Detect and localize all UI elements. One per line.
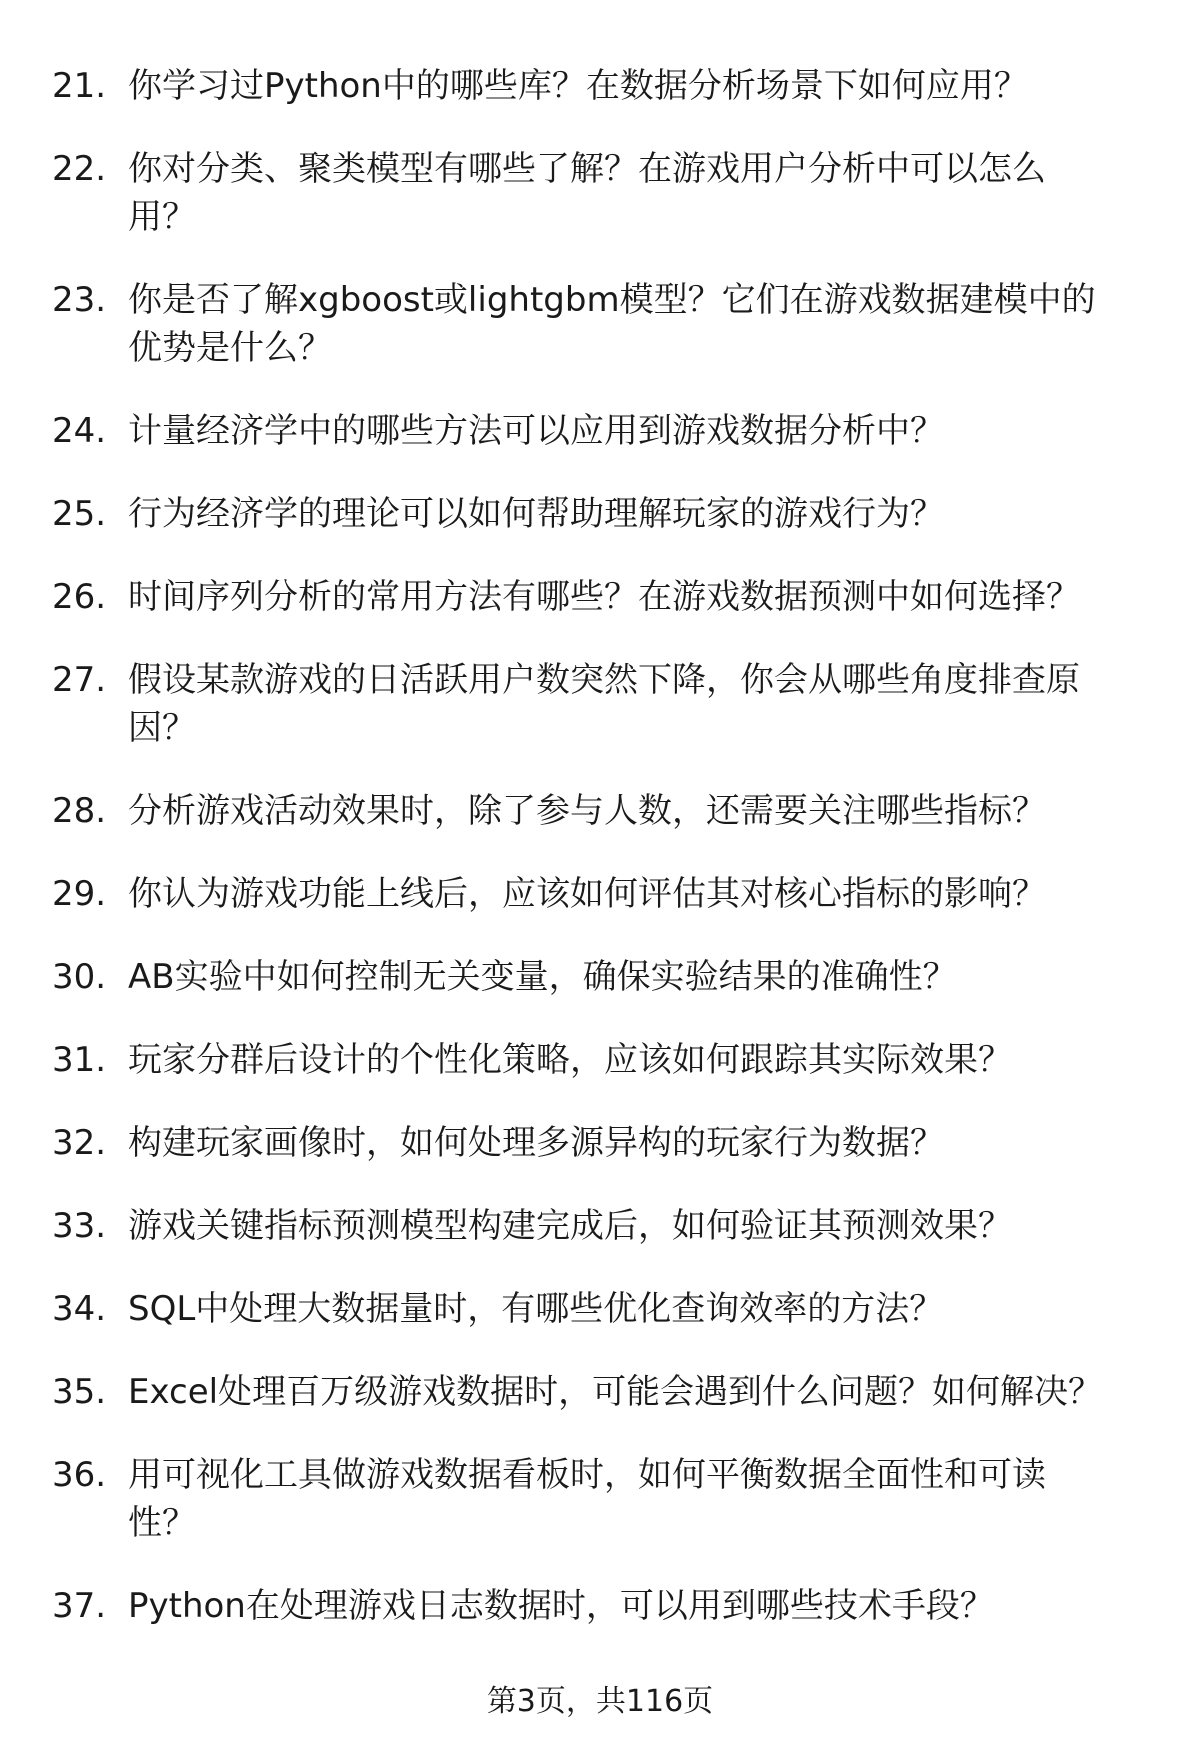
question-number: 30. — [52, 957, 107, 997]
question-text — [128, 953, 1158, 1001]
question-line: 玩家分群后设计的个性化策略，应该如何跟踪其实际效果？ — [128, 1040, 1012, 1080]
question-number: 22. — [52, 149, 107, 189]
question-line: 你认为游戏功能上线后，应该如何评估其对核心指标的影响？ — [128, 874, 1046, 914]
question-number: 27. — [52, 660, 107, 700]
question-number: 26. — [52, 577, 107, 617]
question-line: 用？ — [128, 197, 196, 237]
question-number: 31. — [52, 1040, 107, 1080]
question-line: 游戏关键指标预测模型构建完成后，如何验证其预测效果？ — [128, 1206, 1012, 1246]
question-line: 优势是什么？ — [128, 328, 332, 368]
question-line: Python在处理游戏日志数据时，可以用到哪些技术手段？ — [128, 1586, 994, 1626]
question-line: 计量经济学中的哪些方法可以应用到游戏数据分析中？ — [128, 411, 944, 451]
question-number: 34. — [52, 1289, 107, 1329]
question-number: 36. — [52, 1455, 107, 1495]
question-text — [128, 145, 1158, 241]
question-number: 21. — [52, 66, 107, 106]
question-text — [128, 1202, 1158, 1250]
question-line: 构建玩家画像时，如何处理多源异构的玩家行为数据？ — [128, 1123, 944, 1163]
question-line: 假设某款游戏的日活跃用户数突然下降，你会从哪些角度排查原 — [128, 660, 1080, 700]
question-text — [128, 407, 1158, 455]
question-line: 因？ — [128, 708, 196, 748]
question-text — [128, 1582, 1158, 1630]
question-number: 25. — [52, 494, 107, 534]
question-number: 35. — [52, 1372, 107, 1412]
question-line: AB实验中如何控制无关变量，确保实验结果的准确性？ — [128, 957, 957, 997]
question-text — [128, 656, 1158, 752]
question-text — [128, 1451, 1158, 1547]
question-line: 分析游戏活动效果时，除了参与人数，还需要关注哪些指标？ — [128, 791, 1046, 831]
question-text — [128, 787, 1158, 835]
question-text — [128, 62, 1158, 110]
question-number: 37. — [52, 1586, 107, 1626]
question-text — [128, 1036, 1158, 1084]
page-number: 第3页，共116页 — [486, 1684, 714, 1719]
question-number: 28. — [52, 791, 107, 831]
question-text — [128, 490, 1158, 538]
question-line: 你学习过Python中的哪些库？在数据分析场景下如何应用？ — [128, 66, 1028, 106]
question-text — [128, 1285, 1158, 1333]
question-line: 用可视化工具做游戏数据看板时，如何平衡数据全面性和可读 — [128, 1455, 1046, 1495]
question-line: 你是否了解xgboost或lightgbm模型？它们在游戏数据建模中的 — [128, 280, 1096, 320]
question-number: 29. — [52, 874, 107, 914]
question-text — [128, 1368, 1158, 1416]
question-line: 你对分类、聚类模型有哪些了解？在游戏用户分析中可以怎么 — [128, 149, 1046, 189]
question-line: Excel处理百万级游戏数据时，可能会遇到什么问题？如何解决？ — [128, 1372, 1103, 1412]
question-line: 时间序列分析的常用方法有哪些？在游戏数据预测中如何选择？ — [128, 577, 1080, 617]
question-line: 行为经济学的理论可以如何帮助理解玩家的游戏行为？ — [128, 494, 944, 534]
question-text — [128, 870, 1158, 918]
question-text — [128, 1119, 1158, 1167]
question-number: 33. — [52, 1206, 107, 1246]
question-number: 32. — [52, 1123, 107, 1163]
question-line: SQL中处理大数据量时，有哪些优化查询效率的方法？ — [128, 1289, 944, 1329]
question-line: 性？ — [128, 1503, 196, 1543]
question-number: 24. — [52, 411, 107, 451]
question-text — [128, 573, 1158, 621]
question-number: 23. — [52, 280, 107, 320]
question-text — [128, 276, 1158, 372]
